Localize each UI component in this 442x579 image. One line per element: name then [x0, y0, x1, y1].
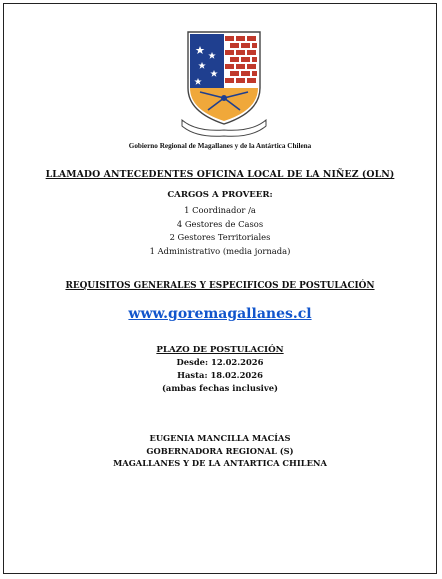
signer-name: EUGENIA MANCILLA MACÍAS: [149, 433, 291, 443]
signer-region: MAGALLANES Y DE LA ANTARTICA CHILENA: [113, 458, 327, 469]
announcement-title: LLAMADO ANTECEDENTES OFICINA LOCAL DE LA NIÑEZ (OLN): [45, 169, 395, 180]
plazo-dates: [4, 356, 436, 394]
website-link[interactable]: www.goremagallanes.cl: [128, 306, 312, 322]
list-item: 1 Coordinador /a: [184, 205, 256, 215]
document-page: [3, 3, 437, 574]
signer-role: GOBERNADORA REGIONAL (S): [146, 445, 294, 456]
institution-name: Gobierno Regional de Magallanes y de la Antártica Chilena: [128, 142, 312, 150]
list-item: 1 Administrativo (media jornada): [149, 245, 291, 256]
requisitos-heading: REQUISITOS GENERALES Y ESPECIFICOS DE POSTULACIÓN: [65, 281, 375, 291]
signature-block: [4, 432, 436, 470]
cargos-heading: CARGOS A PROVEER:: [167, 190, 273, 200]
date-to: Hasta: 18.02.2026: [177, 369, 263, 380]
plazo-heading: PLAZO DE POSTULACIÓN: [156, 345, 284, 355]
coat-of-arms-logo: [178, 28, 270, 140]
dates-note: (ambas fechas inclusive): [161, 382, 279, 393]
list-item: 4 Gestores de Casos: [176, 218, 264, 229]
date-from: Desde: 12.02.2026: [176, 357, 264, 367]
list-item: 2 Gestores Territoriales: [169, 232, 271, 243]
cargos-list: [4, 204, 436, 258]
